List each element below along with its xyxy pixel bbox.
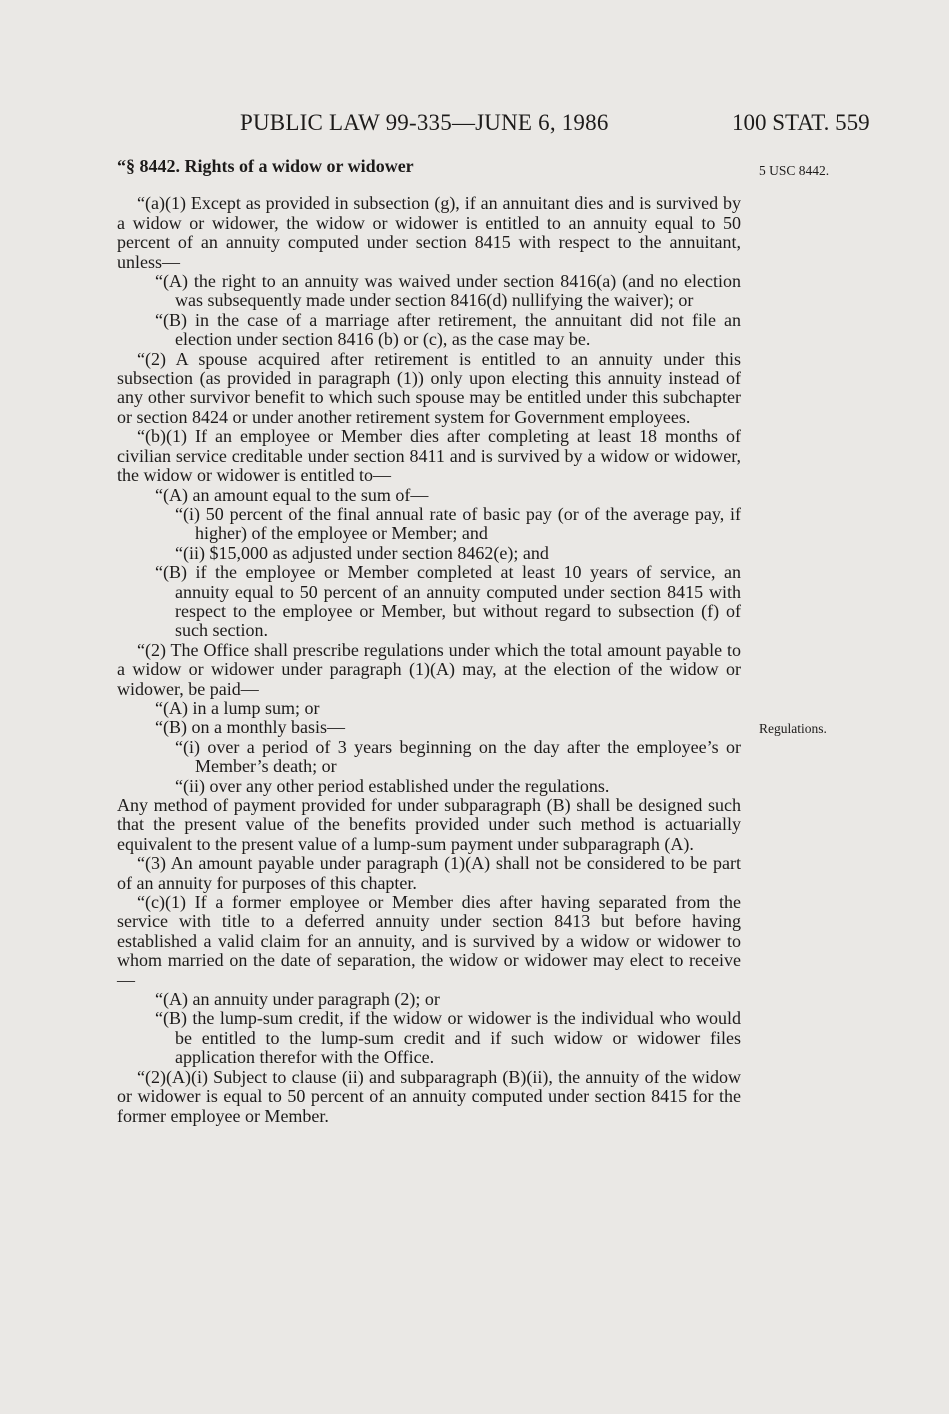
paragraph: “(A) an amount equal to the sum of— (155, 484, 429, 505)
paragraph: “(A) the right to an annuity was waived under section 8416(a) (and no election was subsequently made under section 8416(d) nullifying the waiver); or (155, 271, 741, 311)
paragraph: “(B) if the employee or Member completed at least 10 years of service, an annuity equal to 50 percent of an annuity computed under section 8415 with respect to the employee or Member, but without regard to subsection (f) of such section. (155, 562, 741, 641)
document-body (117, 157, 741, 1126)
page-header-stat: 100 STAT. 559 (732, 110, 870, 135)
paragraph: “(B) on a monthly basis— (155, 717, 345, 738)
paragraph: Any method of payment provided for under subparagraph (B) shall be designed such that the present value of the benefits provided under such method is actuarially equivalent to the present value of a lump-sum payment under subparagraph (A). (117, 795, 741, 854)
paragraph: “(A) an annuity under paragraph (2); or (155, 989, 440, 1010)
paragraph: “(A) in a lump sum; or (155, 697, 320, 718)
paragraph: “(b)(1) If an employee or Member dies after completing at least 18 months of civilian service creditable under section 8411 and is survived by a widow or widower, the widow or widower is entitled to— (117, 426, 741, 486)
paragraph: “(a)(1) Except as provided in subsection (g), if an annuitant dies and is survived by a widow or widower, the widow or widower is entitled to an annuity equal to 50 percent of an annuity computed under section 8415 with respect to the annuitant, unless— (117, 193, 741, 272)
section-heading: “§ 8442. Rights of a widow or widower (117, 156, 414, 176)
paragraph: “(2)(A)(i) Subject to clause (ii) and subparagraph (B)(ii), the annuity of the widow or widower is equal to 50 percent of an annuity computed under section 8415 for the former employee or Member. (117, 1066, 741, 1126)
paragraph: “(B) the lump-sum credit, if the widow or widower is the individual who would be entitled to the lump-sum credit and if such widow or widower files application therefor with the Office. (155, 1008, 741, 1068)
paragraph: “(B) in the case of a marriage after retirement, the annuitant did not file an election under section 8416 (b) or (c), as the case may be. (155, 309, 741, 350)
paragraph: “(2) The Office shall prescribe regulations under which the total amount payable to a widow or widower under paragraph (1)(A) may, at the election of the widow or widower, be paid— (117, 639, 741, 699)
paragraph: “(3) An amount payable under paragraph (1)(A) shall not be considered to be part of an annuity for purposes of this chapter. (117, 853, 741, 893)
paragraph: “(i) 50 percent of the final annual rate of basic pay (or of the average pay, if higher) of the employee or Member; and (175, 503, 741, 544)
paragraph: “(ii) over any other period established under the regulations. (175, 775, 610, 796)
margin-note-regulations: Regulations. (759, 721, 827, 736)
paragraph: “(ii) $15,000 as adjusted under section 8462(e); and (175, 542, 549, 563)
page-header-title: PUBLIC LAW 99-335—JUNE 6, 1986 (240, 110, 609, 135)
paragraph: “(c)(1) If a former employee or Member dies after having separated from the service with title to a deferred annuity under section 8413 but before having established a valid claim for an annuity, and is survived by a widow or widower to whom married on the date of separation, the widow or widower may elect to receive— (117, 892, 741, 990)
paragraph: “(i) over a period of 3 years beginning on the day after the employee’s or Member’s death; or (175, 736, 741, 777)
paragraph: “(2) A spouse acquired after retirement is entitled to an annuity under this subsection (as provided in paragraph (1)) only upon electing this annuity instead of any other survivor benefit to which such spouse may be entitled under this subchapter or section 8424 or under another retirement system for Government employees. (117, 348, 741, 427)
margin-note-usc: 5 USC 8442. (759, 163, 830, 178)
